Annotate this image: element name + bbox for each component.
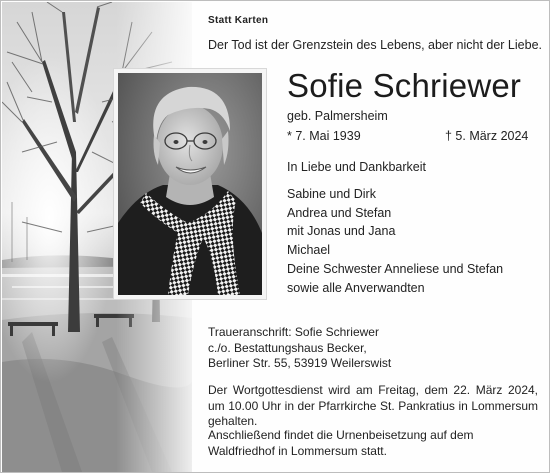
- mourners-list: [287, 185, 503, 297]
- notice-header: Statt Karten: [208, 15, 269, 26]
- birth-date: * 7. Mai 1939: [287, 129, 361, 143]
- mourner-line: mit Jonas und Jana: [287, 224, 396, 239]
- address-line: Traueranschrift: Sofie Schriewer: [208, 325, 379, 339]
- dedication: In Liebe und Dankbarkeit: [287, 160, 426, 174]
- address-line: c./o. Bestattungshaus Becker,: [208, 340, 367, 355]
- burial-announcement: Anschließend findet die Urnenbeisetzung auf dem Waldfriedhof in Lommersum statt.: [208, 428, 474, 458]
- quote: Der Tod ist der Grenzstein des Lebens, aber nicht der Liebe.: [208, 38, 542, 52]
- portrait-photo: [114, 69, 266, 299]
- mourner-line: Michael: [287, 243, 331, 258]
- service-announcement: Der Wortgottesdienst wird am Freitag, dem 22. März 2024, um 10.00 Uhr in der Pfarrkirche St. Pankratius in Lommersum gehalten.: [208, 383, 538, 429]
- birth-name: geb. Palmersheim: [287, 109, 388, 123]
- mourner-line: Deine Schwester Anneliese und Stefan: [287, 261, 504, 276]
- address-line: Berliner Str. 55, 53919 Weilerswist: [208, 356, 392, 370]
- mourning-address: [208, 325, 391, 372]
- mourner-line: sowie alle Anverwandten: [287, 280, 425, 295]
- death-date: † 5. März 2024: [445, 129, 529, 143]
- mourner-line: Andrea und Stefan: [287, 205, 392, 220]
- mourner-line: Sabine und Dirk: [287, 187, 376, 201]
- deceased-name: Sofie Schriewer: [287, 67, 522, 104]
